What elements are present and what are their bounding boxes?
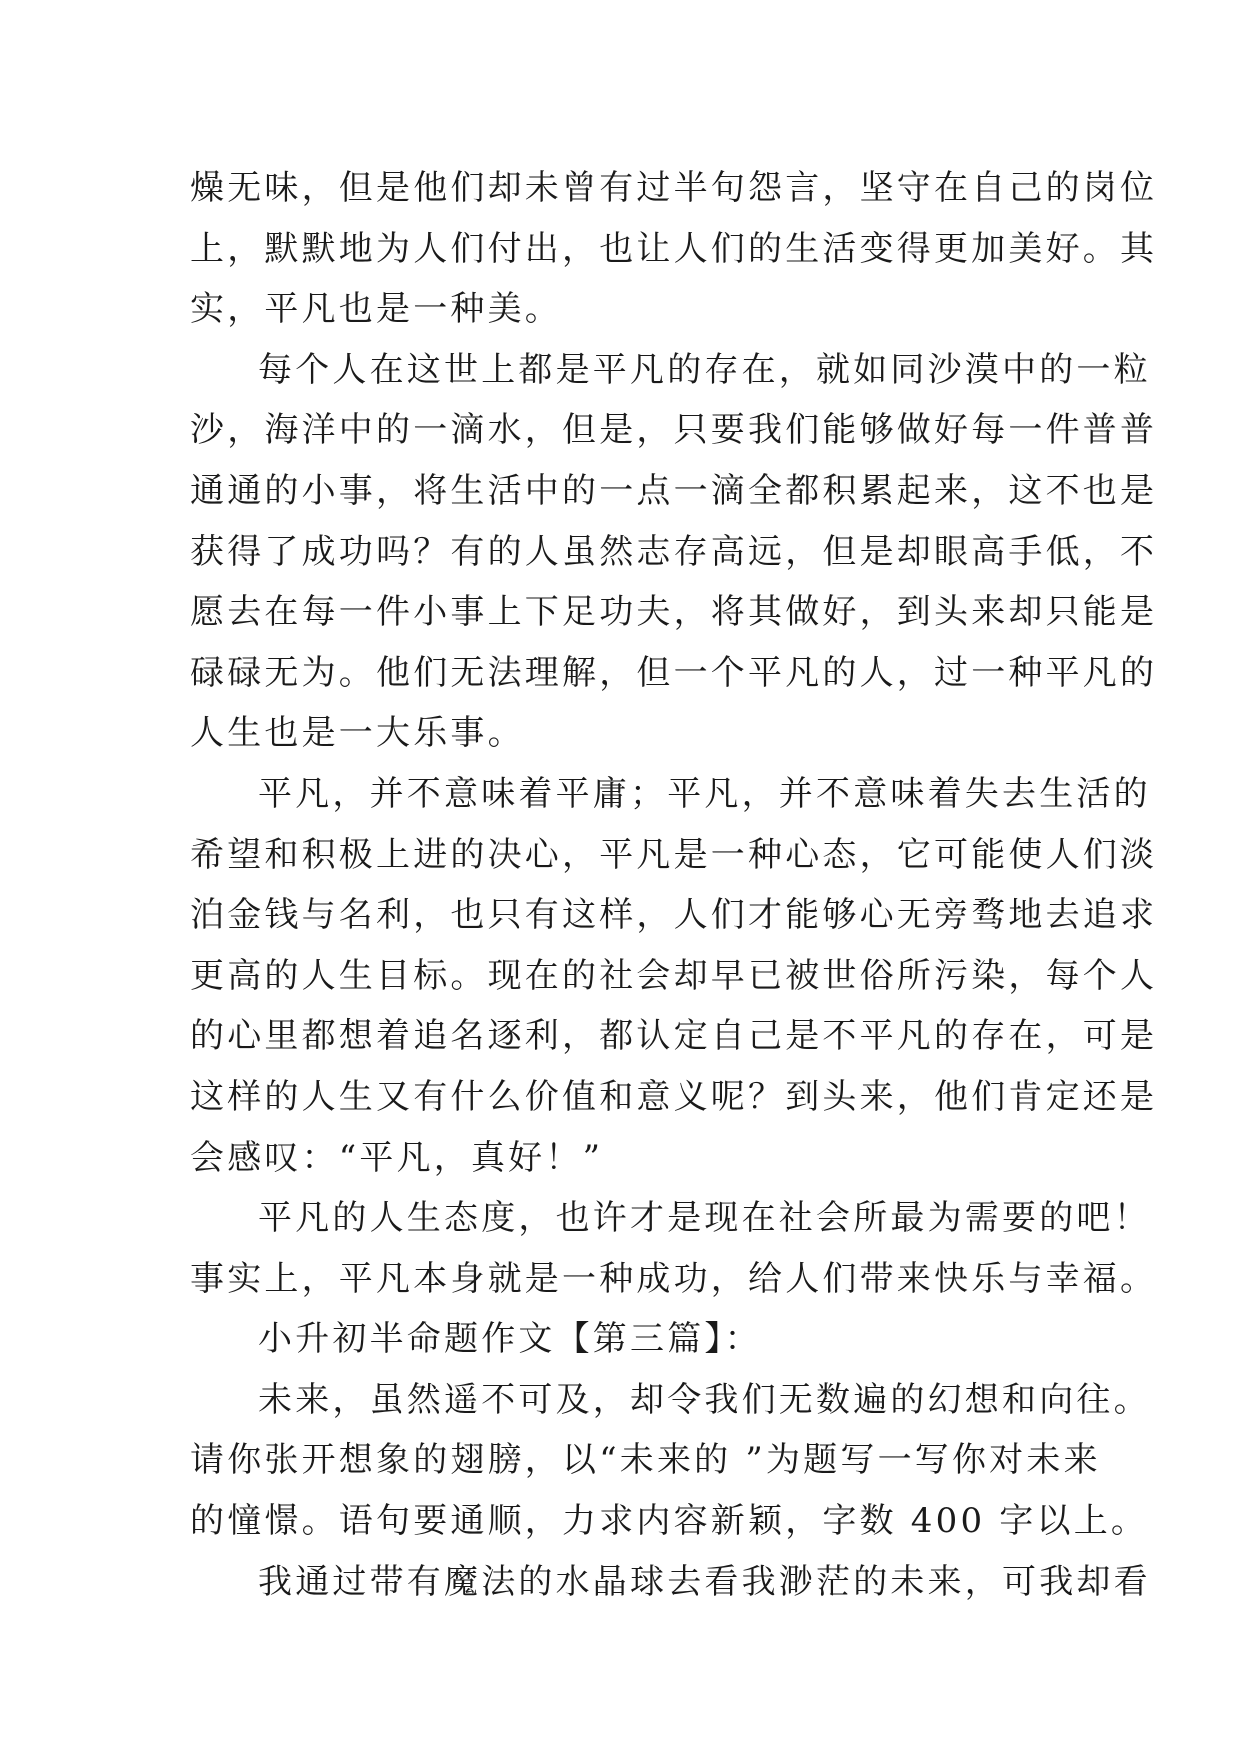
text-line: 愿去在每一件小事上下足功夫，将其做好，到头来却只能是 [190,592,1158,633]
text-line: 事实上，平凡本身就是一种成功，给人们带来快乐与幸福。 [190,1258,1158,1299]
paragraph-start-line: 平凡的人生态度，也许才是现在社会所最为需要的吧！ [258,1198,1151,1239]
document-body [190,158,1158,1612]
text-line: 燥无味，但是他们却未曾有过半句怨言，坚守在自己的岗位 [190,168,1158,208]
text-line: 碌碌无为。他们无法理解，但一个平凡的人，过一种平凡的 [190,652,1158,693]
text-line: 会感叹：“平凡，真好！” [190,1137,604,1178]
text-line: 上，默默地为人们付出，也让人们的生活变得更加美好。其 [190,228,1158,269]
text-line: 人生也是一大乐事。 [190,713,525,754]
text-line: 实，平凡也是一种美。 [190,289,562,330]
text-line: 通通的小事，将生活中的一点一滴全都积累起来，这不也是 [190,470,1158,511]
text-line: 的心里都想着追名逐利，都认定自己是不平凡的存在，可是 [190,1016,1158,1057]
text-line: 获得了成功吗？有的人虽然志存高远，但是却眼高手低，不 [190,531,1158,572]
text-line: 这样的人生又有什么价值和意义呢？到头来，他们肯定还是 [190,1076,1158,1117]
section-heading: 小升初半命题作文【第三篇】： [258,1319,762,1360]
paragraph-start-line: 平凡，并不意味着平庸；平凡，并不意味着失去生活的 [258,773,1151,814]
text-line: 的憧憬。语句要通顺，力求内容新颖，字数 400 字以上。 [190,1501,1149,1542]
paragraph-start-line: 我通过带有魔法的水晶球去看我渺茫的未来，可我却看 [258,1561,1151,1602]
paragraph-start-line: 每个人在这世上都是平凡的存在，就如同沙漠中的一粒 [258,349,1151,390]
text-line: 希望和积极上进的决心，平凡是一种心态，它可能使人们淡 [190,834,1158,875]
text-line: 沙，海洋中的一滴水，但是，只要我们能够做好每一件普普 [190,410,1158,451]
text-line: 更高的人生目标。现在的社会却早已被世俗所污染，每个人 [190,955,1158,996]
text-line: 请你张开想象的翅膀，以“未来的 ”为题写一写你对未来 [190,1440,1101,1481]
paragraph-start-line: 未来，虽然遥不可及，却令我们无数遍的幻想和向往。 [258,1379,1151,1420]
text-line: 泊金钱与名利，也只有这样，人们才能够心无旁骛地去追求 [190,895,1158,936]
